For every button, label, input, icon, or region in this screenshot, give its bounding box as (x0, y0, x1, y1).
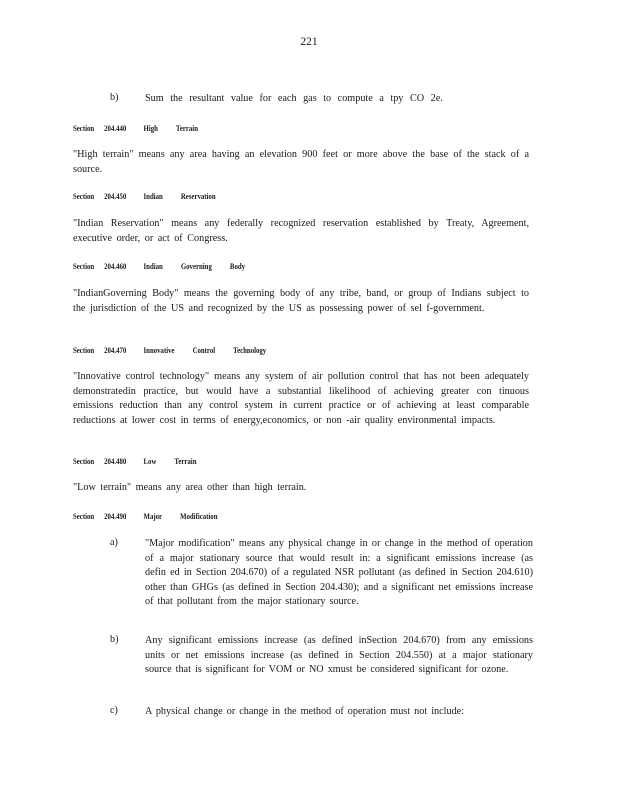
section-heading: Section 204.470 Innovative Control Technology (73, 346, 267, 355)
section-heading: Section 204.490 Major Modification (73, 512, 218, 521)
definition-paragraph: "High terrain" means any area having an elevation 900 feet or more above the base of the stack of a source. (73, 149, 529, 175)
section-heading: Section 204.460 Indian Governing Body (73, 262, 246, 271)
definition-paragraph: "Indian Reservation" means any federally recognized reservation established by Treaty, Agreement, executive order, or act of Congress. (73, 218, 529, 244)
list-item-text: Sum the resultant value for each gas to compute a tpy CO 2e. (145, 93, 443, 104)
list-item-text: "Major modification" means any physical change in or change in the method of operation of a major stationary source that would result in: a significant emissions increase (as defin ed in Section 204.670) of a regulated NSR pollutant (as defined in Section 204.610) other than GHGs (as defined in Section 204.430); and a significant net emissions increase of that pollutant from the major stationary source. (145, 538, 533, 608)
list-marker: b) (110, 634, 119, 645)
list-item-text: A physical change or change in the method of operation must not include: (145, 706, 465, 717)
page-number: 221 (300, 36, 318, 48)
section-heading: Section 204.480 Low Terrain (73, 457, 197, 466)
definition-paragraph: "Innovative control technology" means any system of air pollution control that has not been adequately demonstratedin practice, but would have a substantial likelihood of achieving greater con tinuous emissions reduction than any control system in current practice or of achieving at least comparable reductions at lower cost in terms of energy,economics, or non -air quality environmental impacts. (73, 371, 529, 426)
list-marker: b) (110, 92, 119, 103)
list-item-text: Any significant emissions increase (as defined inSection 204.670) from any emissions units or net emissions increase (as defined in Section 204.550) at a major stationary source that is significant for VOM or NO xmust be considered significant for ozone. (145, 635, 533, 676)
definition-paragraph: "Low terrain" means any area other than high terrain. (73, 482, 307, 493)
section-heading: Section 204.440 High Terrain (73, 124, 198, 133)
definition-paragraph: "IndianGoverning Body" means the governing body of any tribe, band, or group of Indians subject to the jurisdiction of the US and recognized by the US as possessing power of sel f-government. (73, 288, 529, 314)
list-marker: c) (110, 705, 118, 716)
section-heading: Section 204.450 Indian Reservation (73, 192, 216, 201)
list-marker: a) (110, 537, 118, 548)
